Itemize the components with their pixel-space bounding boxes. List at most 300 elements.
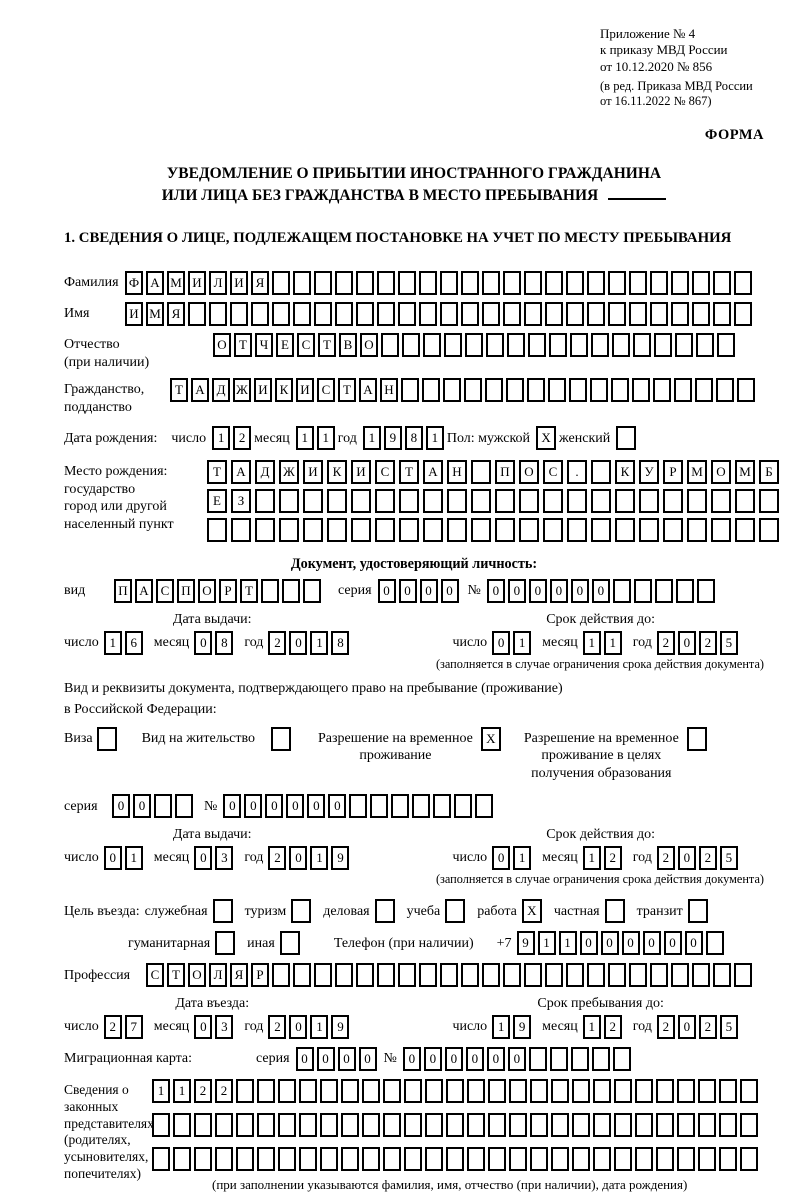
char-box[interactable]	[446, 1113, 464, 1137]
char-box[interactable]	[440, 302, 458, 326]
char-box[interactable]: 1	[104, 631, 122, 655]
char-box[interactable]	[425, 1079, 443, 1103]
char-box[interactable]	[375, 489, 395, 513]
char-box[interactable]: X	[522, 899, 542, 923]
char-box[interactable]: С	[146, 963, 164, 987]
char-box[interactable]: 0	[307, 794, 325, 818]
char-box[interactable]: Р	[663, 460, 683, 484]
char-box[interactable]	[656, 1147, 674, 1171]
char-box[interactable]	[545, 271, 563, 295]
char-box[interactable]	[719, 1147, 737, 1171]
char-box[interactable]: Л	[209, 963, 227, 987]
char-box[interactable]	[445, 899, 465, 923]
char-box[interactable]: .	[567, 460, 587, 484]
char-box[interactable]: 0	[194, 846, 212, 870]
char-box[interactable]	[271, 727, 291, 751]
char-box[interactable]: К	[615, 460, 635, 484]
char-box[interactable]: 0	[424, 1047, 442, 1071]
char-box[interactable]: 2	[699, 1015, 717, 1039]
char-box[interactable]	[467, 1079, 485, 1103]
char-box[interactable]: 0	[643, 931, 661, 955]
char-box[interactable]: 0	[296, 1047, 314, 1071]
char-box[interactable]	[566, 271, 584, 295]
char-box[interactable]	[676, 579, 694, 603]
char-box[interactable]: К	[327, 460, 347, 484]
char-box[interactable]	[697, 579, 715, 603]
char-box[interactable]	[509, 1113, 527, 1137]
char-box[interactable]	[467, 1113, 485, 1137]
char-box[interactable]	[485, 378, 503, 402]
char-box[interactable]	[341, 1113, 359, 1137]
char-box[interactable]: 2	[194, 1079, 212, 1103]
char-box[interactable]	[314, 271, 332, 295]
char-box[interactable]: 0	[678, 631, 696, 655]
char-box[interactable]: 0	[399, 579, 417, 603]
char-box[interactable]: 0	[508, 579, 526, 603]
char-box[interactable]: 0	[678, 846, 696, 870]
char-box[interactable]	[377, 963, 395, 987]
char-box[interactable]	[719, 1113, 737, 1137]
char-box[interactable]	[173, 1113, 191, 1137]
char-box[interactable]: С	[375, 460, 395, 484]
char-box[interactable]	[567, 518, 587, 542]
char-box[interactable]: Ж	[233, 378, 251, 402]
char-box[interactable]	[97, 727, 117, 751]
char-box[interactable]	[740, 1147, 758, 1171]
char-box[interactable]: А	[231, 460, 251, 484]
char-box[interactable]	[303, 579, 321, 603]
char-box[interactable]: X	[536, 426, 556, 450]
char-box[interactable]: 0	[601, 931, 619, 955]
char-box[interactable]	[471, 518, 491, 542]
char-box[interactable]: 0	[133, 794, 151, 818]
char-box[interactable]	[351, 489, 371, 513]
char-box[interactable]	[341, 1147, 359, 1171]
char-box[interactable]: 0	[529, 579, 547, 603]
char-box[interactable]: 0	[289, 846, 307, 870]
char-box[interactable]	[639, 489, 659, 513]
char-box[interactable]	[551, 1113, 569, 1137]
char-box[interactable]	[471, 460, 491, 484]
char-box[interactable]: 1	[152, 1079, 170, 1103]
char-box[interactable]: 0	[622, 931, 640, 955]
char-box[interactable]: 0	[286, 794, 304, 818]
char-box[interactable]: 0	[685, 931, 703, 955]
char-box[interactable]: Р	[219, 579, 237, 603]
char-box[interactable]	[692, 271, 710, 295]
char-box[interactable]: 0	[359, 1047, 377, 1071]
char-box[interactable]	[545, 963, 563, 987]
char-box[interactable]: А	[423, 460, 443, 484]
char-box[interactable]	[194, 1147, 212, 1171]
char-box[interactable]: 1	[310, 846, 328, 870]
char-box[interactable]	[591, 333, 609, 357]
char-box[interactable]	[467, 1147, 485, 1171]
char-box[interactable]: 8	[215, 631, 233, 655]
char-box[interactable]	[279, 489, 299, 513]
char-box[interactable]: И	[351, 460, 371, 484]
char-box[interactable]: Д	[255, 460, 275, 484]
char-box[interactable]	[152, 1147, 170, 1171]
char-box[interactable]	[629, 271, 647, 295]
char-box[interactable]	[471, 489, 491, 513]
char-box[interactable]	[356, 963, 374, 987]
char-box[interactable]	[488, 1079, 506, 1103]
char-box[interactable]	[605, 899, 625, 923]
char-box[interactable]: Ф	[125, 271, 143, 295]
char-box[interactable]: Т	[338, 378, 356, 402]
char-box[interactable]	[257, 1147, 275, 1171]
char-box[interactable]	[529, 1047, 547, 1071]
char-box[interactable]	[444, 333, 462, 357]
char-box[interactable]	[688, 899, 708, 923]
char-box[interactable]: 0	[445, 1047, 463, 1071]
char-box[interactable]	[615, 518, 635, 542]
char-box[interactable]	[419, 963, 437, 987]
char-box[interactable]	[341, 1079, 359, 1103]
char-box[interactable]: А	[135, 579, 153, 603]
char-box[interactable]	[663, 489, 683, 513]
char-box[interactable]	[677, 1079, 695, 1103]
char-box[interactable]	[215, 931, 235, 955]
char-box[interactable]	[711, 518, 731, 542]
char-box[interactable]: 9	[331, 1015, 349, 1039]
char-box[interactable]	[735, 518, 755, 542]
char-box[interactable]	[488, 1147, 506, 1171]
char-box[interactable]	[279, 518, 299, 542]
char-box[interactable]	[569, 378, 587, 402]
char-box[interactable]: С	[156, 579, 174, 603]
char-box[interactable]	[566, 963, 584, 987]
char-box[interactable]	[412, 794, 430, 818]
char-box[interactable]	[687, 727, 707, 751]
char-box[interactable]	[713, 271, 731, 295]
char-box[interactable]	[671, 271, 689, 295]
char-box[interactable]	[327, 518, 347, 542]
char-box[interactable]	[425, 1113, 443, 1137]
char-box[interactable]	[391, 794, 409, 818]
char-box[interactable]: 1	[583, 1015, 601, 1039]
char-box[interactable]: О	[360, 333, 378, 357]
char-box[interactable]: 0	[104, 846, 122, 870]
char-box[interactable]	[446, 1147, 464, 1171]
char-box[interactable]	[656, 1079, 674, 1103]
char-box[interactable]	[734, 271, 752, 295]
char-box[interactable]	[524, 271, 542, 295]
char-box[interactable]	[446, 1079, 464, 1103]
char-box[interactable]	[314, 302, 332, 326]
char-box[interactable]	[443, 378, 461, 402]
char-box[interactable]	[278, 1113, 296, 1137]
char-box[interactable]: 0	[492, 846, 510, 870]
char-box[interactable]: 1	[173, 1079, 191, 1103]
char-box[interactable]	[327, 489, 347, 513]
char-box[interactable]	[740, 1113, 758, 1137]
char-box[interactable]: 0	[441, 579, 459, 603]
char-box[interactable]: 0	[466, 1047, 484, 1071]
char-box[interactable]	[482, 271, 500, 295]
char-box[interactable]: И	[254, 378, 272, 402]
char-box[interactable]: 0	[580, 931, 598, 955]
char-box[interactable]	[377, 271, 395, 295]
char-box[interactable]	[590, 378, 608, 402]
char-box[interactable]: 0	[289, 631, 307, 655]
char-box[interactable]: Б	[759, 460, 779, 484]
char-box[interactable]	[503, 302, 521, 326]
char-box[interactable]	[616, 426, 636, 450]
char-box[interactable]	[629, 302, 647, 326]
char-box[interactable]	[299, 1113, 317, 1137]
char-box[interactable]	[591, 489, 611, 513]
char-box[interactable]: Т	[167, 963, 185, 987]
char-box[interactable]	[635, 1147, 653, 1171]
char-box[interactable]: О	[198, 579, 216, 603]
char-box[interactable]: 1	[212, 426, 230, 450]
char-box[interactable]: 1	[296, 426, 314, 450]
char-box[interactable]: 2	[268, 846, 286, 870]
char-box[interactable]	[548, 378, 566, 402]
char-box[interactable]	[593, 1079, 611, 1103]
char-box[interactable]	[692, 963, 710, 987]
char-box[interactable]	[717, 333, 735, 357]
char-box[interactable]	[632, 378, 650, 402]
char-box[interactable]: 0	[289, 1015, 307, 1039]
char-box[interactable]	[335, 963, 353, 987]
char-box[interactable]: 0	[487, 579, 505, 603]
char-box[interactable]	[677, 1147, 695, 1171]
char-box[interactable]	[506, 378, 524, 402]
char-box[interactable]: 2	[268, 1015, 286, 1039]
char-box[interactable]: И	[303, 460, 323, 484]
char-box[interactable]	[335, 302, 353, 326]
char-box[interactable]	[377, 302, 395, 326]
char-box[interactable]	[719, 1079, 737, 1103]
char-box[interactable]: А	[359, 378, 377, 402]
char-box[interactable]	[519, 518, 539, 542]
char-box[interactable]	[509, 1079, 527, 1103]
char-box[interactable]	[362, 1113, 380, 1137]
char-box[interactable]: Я	[167, 302, 185, 326]
char-box[interactable]: 1	[559, 931, 577, 955]
char-box[interactable]	[653, 378, 671, 402]
char-box[interactable]	[404, 1147, 422, 1171]
char-box[interactable]	[255, 518, 275, 542]
char-box[interactable]: Т	[170, 378, 188, 402]
char-box[interactable]: Е	[207, 489, 227, 513]
char-box[interactable]	[735, 489, 755, 513]
char-box[interactable]	[503, 963, 521, 987]
char-box[interactable]: 1	[538, 931, 556, 955]
char-box[interactable]: 8	[405, 426, 423, 450]
char-box[interactable]: 2	[215, 1079, 233, 1103]
char-box[interactable]: 7	[125, 1015, 143, 1039]
char-box[interactable]: Т	[318, 333, 336, 357]
char-box[interactable]: В	[339, 333, 357, 357]
char-box[interactable]	[356, 302, 374, 326]
char-box[interactable]	[398, 271, 416, 295]
char-box[interactable]	[608, 302, 626, 326]
char-box[interactable]: 2	[268, 631, 286, 655]
char-box[interactable]	[425, 1147, 443, 1171]
char-box[interactable]	[272, 271, 290, 295]
char-box[interactable]: О	[711, 460, 731, 484]
char-box[interactable]: Т	[399, 460, 419, 484]
char-box[interactable]	[695, 378, 713, 402]
char-box[interactable]	[698, 1113, 716, 1137]
char-box[interactable]	[154, 794, 172, 818]
char-box[interactable]	[634, 579, 652, 603]
char-box[interactable]	[593, 1113, 611, 1137]
char-box[interactable]	[440, 963, 458, 987]
char-box[interactable]	[614, 1147, 632, 1171]
char-box[interactable]: У	[639, 460, 659, 484]
char-box[interactable]: 0	[265, 794, 283, 818]
char-box[interactable]	[465, 333, 483, 357]
char-box[interactable]: Я	[230, 963, 248, 987]
char-box[interactable]	[291, 899, 311, 923]
char-box[interactable]: О	[519, 460, 539, 484]
char-box[interactable]	[231, 518, 251, 542]
char-box[interactable]	[663, 518, 683, 542]
char-box[interactable]	[188, 302, 206, 326]
char-box[interactable]	[488, 1113, 506, 1137]
char-box[interactable]: 0	[678, 1015, 696, 1039]
char-box[interactable]: Ж	[279, 460, 299, 484]
char-box[interactable]	[614, 1079, 632, 1103]
char-box[interactable]	[272, 963, 290, 987]
char-box[interactable]: 2	[233, 426, 251, 450]
char-box[interactable]	[530, 1113, 548, 1137]
char-box[interactable]	[566, 302, 584, 326]
char-box[interactable]: 1	[363, 426, 381, 450]
char-box[interactable]	[215, 1147, 233, 1171]
char-box[interactable]	[314, 963, 332, 987]
char-box[interactable]: 2	[104, 1015, 122, 1039]
char-box[interactable]: 1	[310, 1015, 328, 1039]
char-box[interactable]: 9	[331, 846, 349, 870]
char-box[interactable]	[383, 1113, 401, 1137]
char-box[interactable]: 0	[420, 579, 438, 603]
char-box[interactable]	[383, 1079, 401, 1103]
char-box[interactable]	[482, 302, 500, 326]
char-box[interactable]: Е	[276, 333, 294, 357]
char-box[interactable]	[759, 518, 779, 542]
char-box[interactable]	[519, 489, 539, 513]
char-box[interactable]	[362, 1147, 380, 1171]
char-box[interactable]	[320, 1147, 338, 1171]
char-box[interactable]	[692, 302, 710, 326]
char-box[interactable]	[675, 333, 693, 357]
char-box[interactable]: И	[125, 302, 143, 326]
char-box[interactable]	[370, 794, 388, 818]
char-box[interactable]	[587, 271, 605, 295]
char-box[interactable]: 2	[699, 631, 717, 655]
char-box[interactable]	[656, 1113, 674, 1137]
char-box[interactable]	[706, 931, 724, 955]
char-box[interactable]: 9	[384, 426, 402, 450]
char-box[interactable]	[671, 302, 689, 326]
char-box[interactable]: М	[167, 271, 185, 295]
char-box[interactable]	[399, 489, 419, 513]
char-box[interactable]	[272, 302, 290, 326]
char-box[interactable]	[293, 302, 311, 326]
char-box[interactable]	[207, 518, 227, 542]
char-box[interactable]: 0	[571, 579, 589, 603]
char-box[interactable]: 9	[513, 1015, 531, 1039]
char-box[interactable]	[423, 333, 441, 357]
char-box[interactable]	[383, 1147, 401, 1171]
char-box[interactable]	[543, 489, 563, 513]
char-box[interactable]: 1	[513, 631, 531, 655]
char-box[interactable]	[740, 1079, 758, 1103]
char-box[interactable]: А	[191, 378, 209, 402]
char-box[interactable]	[356, 271, 374, 295]
char-box[interactable]	[282, 579, 300, 603]
char-box[interactable]: 9	[517, 931, 535, 955]
char-box[interactable]: М	[735, 460, 755, 484]
char-box[interactable]	[587, 302, 605, 326]
char-box[interactable]	[524, 302, 542, 326]
char-box[interactable]: 0	[317, 1047, 335, 1071]
char-box[interactable]	[571, 1047, 589, 1071]
char-box[interactable]: 2	[699, 846, 717, 870]
char-box[interactable]	[255, 489, 275, 513]
char-box[interactable]	[236, 1079, 254, 1103]
char-box[interactable]	[613, 1047, 631, 1071]
char-box[interactable]	[591, 518, 611, 542]
char-box[interactable]	[734, 963, 752, 987]
char-box[interactable]: С	[317, 378, 335, 402]
char-box[interactable]: 0	[338, 1047, 356, 1071]
char-box[interactable]	[461, 963, 479, 987]
char-box[interactable]	[611, 378, 629, 402]
char-box[interactable]	[303, 489, 323, 513]
char-box[interactable]	[194, 1113, 212, 1137]
char-box[interactable]: З	[231, 489, 251, 513]
char-box[interactable]	[299, 1147, 317, 1171]
char-box[interactable]: И	[296, 378, 314, 402]
char-box[interactable]	[398, 963, 416, 987]
char-box[interactable]: 1	[513, 846, 531, 870]
char-box[interactable]: 0	[244, 794, 262, 818]
char-box[interactable]	[475, 794, 493, 818]
char-box[interactable]	[398, 302, 416, 326]
char-box[interactable]	[655, 579, 673, 603]
char-box[interactable]: О	[213, 333, 231, 357]
char-box[interactable]	[572, 1079, 590, 1103]
char-box[interactable]: К	[275, 378, 293, 402]
char-box[interactable]: 0	[550, 579, 568, 603]
char-box[interactable]: 0	[403, 1047, 421, 1071]
char-box[interactable]: 2	[604, 846, 622, 870]
char-box[interactable]	[698, 1079, 716, 1103]
char-box[interactable]	[737, 378, 755, 402]
char-box[interactable]	[404, 1079, 422, 1103]
char-box[interactable]	[550, 1047, 568, 1071]
char-box[interactable]: Л	[209, 271, 227, 295]
char-box[interactable]	[509, 1147, 527, 1171]
char-box[interactable]	[236, 1147, 254, 1171]
char-box[interactable]	[375, 518, 395, 542]
char-box[interactable]	[461, 302, 479, 326]
char-box[interactable]	[335, 271, 353, 295]
char-box[interactable]	[278, 1147, 296, 1171]
char-box[interactable]	[464, 378, 482, 402]
char-box[interactable]	[551, 1079, 569, 1103]
char-box[interactable]	[654, 333, 672, 357]
char-box[interactable]: М	[687, 460, 707, 484]
char-box[interactable]: П	[495, 460, 515, 484]
